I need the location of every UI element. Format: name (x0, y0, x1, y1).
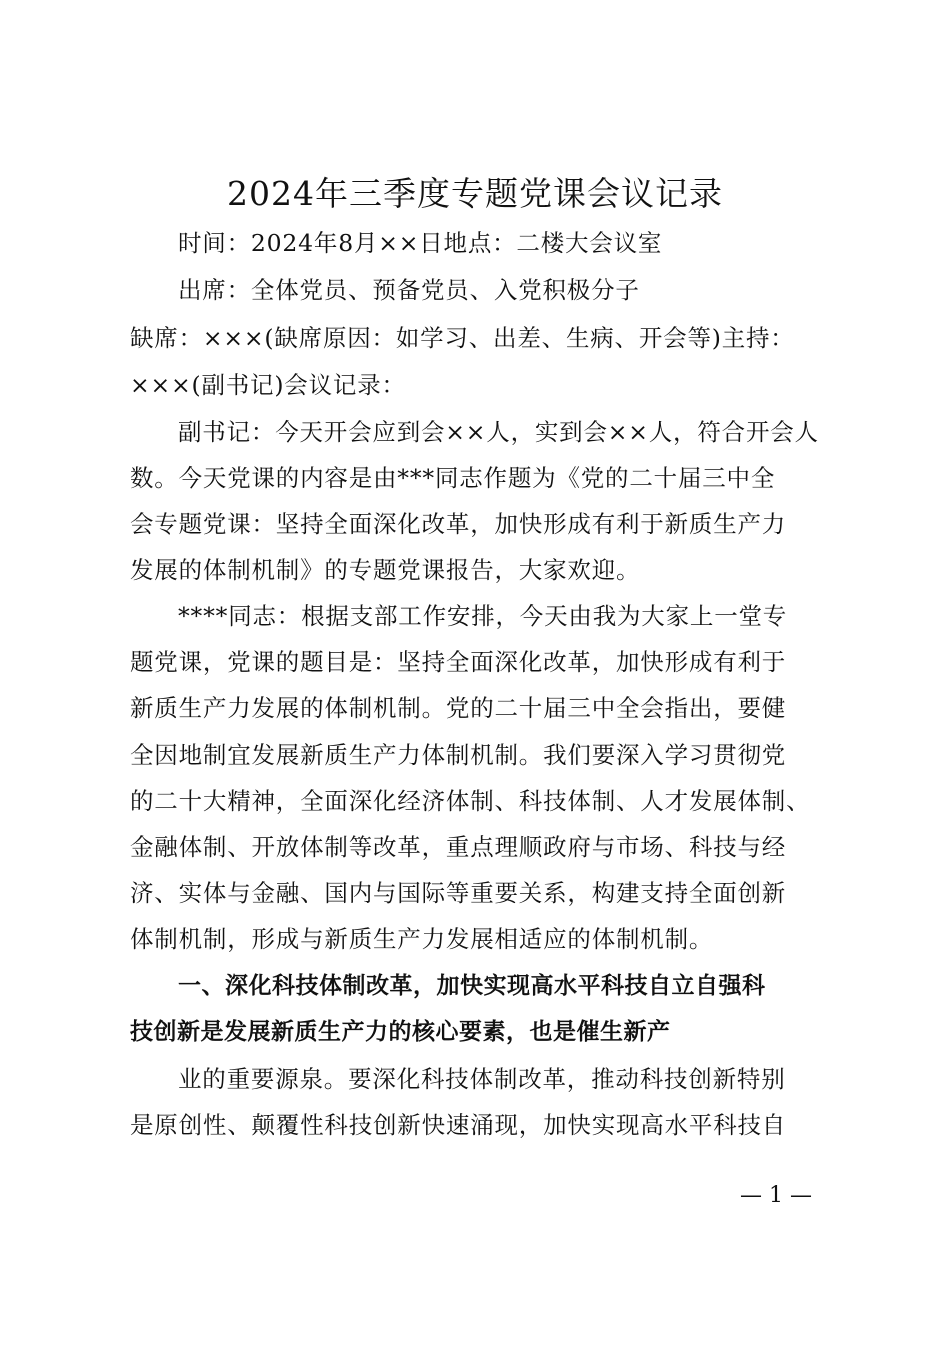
absentees-line: 缺席：×××(缺席原因：如学习、出差、生病、开会等)主持： (130, 324, 795, 352)
paragraph-line: 会专题党课：坚持全面深化改革，加快形成有利于新质生产力 (130, 510, 787, 538)
paragraph-line: 全因地制宜发展新质生产力体制机制。我们要深入学习贯彻党 (130, 741, 787, 769)
page-number: — 1 — (740, 1183, 812, 1208)
document-title: 2024年三季度专题党课会议记录 (227, 174, 723, 213)
paragraph-line: 是原创性、颠覆性科技创新快速涌现，加快实现高水平科技自 (130, 1111, 787, 1139)
paragraph-line: 的二十大精神，全面深化经济体制、科技体制、人才发展体制、 (130, 787, 811, 815)
paragraph-line: 济、实体与金融、国内与国际等重要关系，构建支持全面创新 (130, 879, 787, 907)
host-recorder-line: ×××(副书记)会议记录： (130, 371, 406, 399)
meeting-time-line: 时间：2024年8月××日地点：二楼大会议室 (178, 229, 663, 257)
paragraph-line: 金融体制、开放体制等改革，重点理顺政府与市场、科技与经 (130, 833, 787, 861)
attendees-line: 出席：全体党员、预备党员、入党积极分子 (178, 276, 640, 304)
section-heading: 一、深化科技体制改革，加快实现高水平科技自立自强科 (178, 973, 766, 999)
paragraph-line: 业的重要源泉。要深化科技体制改革，推动科技创新特别 (178, 1065, 786, 1093)
paragraph-line: 副书记：今天开会应到会××人，实到会××人，符合开会人 (178, 418, 819, 446)
paragraph-line: 发展的体制机制》的专题党课报告，大家欢迎。 (130, 556, 641, 584)
paragraph-line: 数。今天党课的内容是由***同志作题为《党的二十届三中全 (130, 464, 776, 492)
paragraph-line: 体制机制，形成与新质生产力发展相适应的体制机制。 (130, 925, 714, 953)
section-heading-continued: 技创新是发展新质生产力的核心要素，也是催生新产 (130, 1019, 671, 1045)
paragraph-line: 题党课，党课的题目是：坚持全面深化改革，加快形成有利于 (130, 648, 787, 676)
paragraph-line: 新质生产力发展的体制机制。党的二十届三中全会指出，要健 (130, 694, 787, 722)
paragraph-line: ****同志：根据支部工作安排，今天由我为大家上一堂专 (178, 602, 788, 630)
